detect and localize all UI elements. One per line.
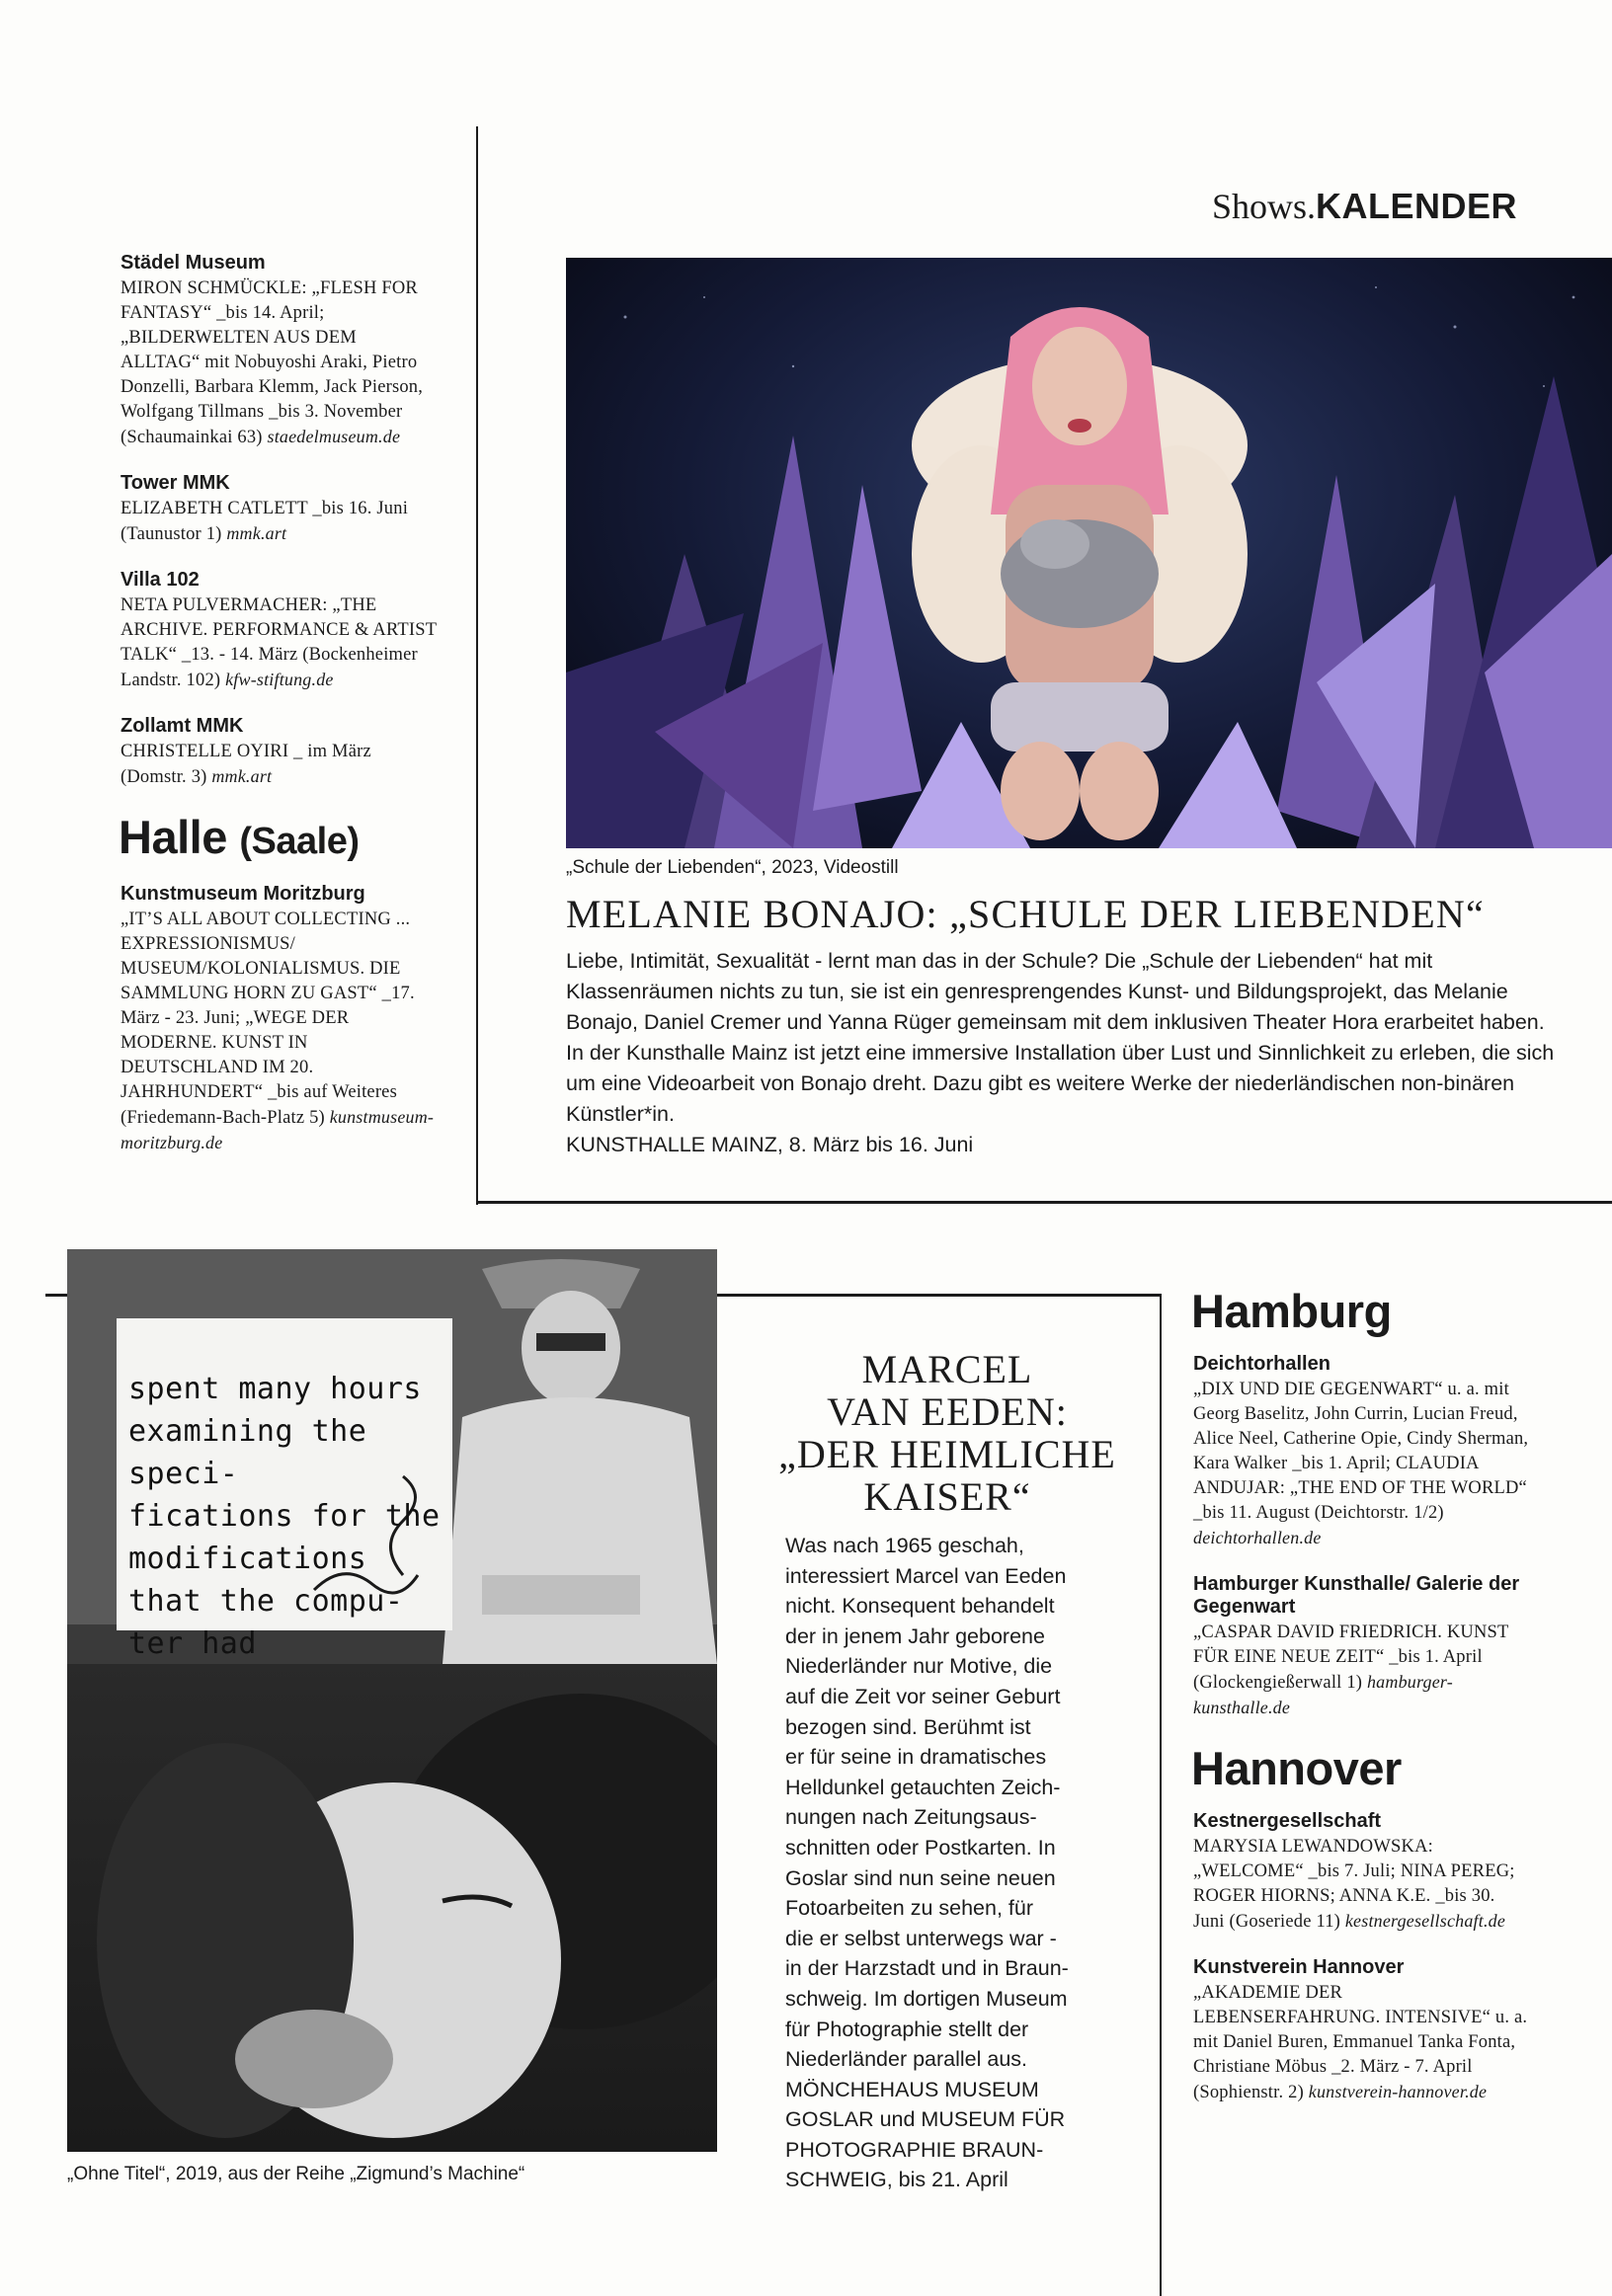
listing-entry xyxy=(121,252,437,450)
venue-name: Tower MMK xyxy=(121,472,230,494)
listing-info: „DIX UND DIE GEGENWART“ u. a. mit Georg Baselitz, John Currin, Lucian Freud, Alice Neel, Catherine Opie, Cindy Sherman, Kara Walker _bis 1. April; CLAUDIA ANDUJAR: „THE END OF THE WORLD“ _bis 11. August (Deichtorstr. 1/2) deichtorhallen.de xyxy=(1193,1380,1529,1547)
listing-entry xyxy=(1193,1956,1529,2105)
listing-entry xyxy=(121,472,437,547)
listing-info: MIRON SCHMÜCKLE: „FLESH FOR FANTASY“ _bis 14. April; „BILDERWELTEN AUS DEM ALLTAG“ mit Nobuyoshi Araki, Pietro Donzelli, Barbara Klemm, Jack Pierson, Wolfgang Tillmans _bis 3. November (Schaumainkai 63) staedelmuseum.de xyxy=(121,278,424,447)
feature-headline: MELANIE BONAJO: „SCHULE DER LIEBENDEN“ xyxy=(566,892,1485,936)
photo-zigmund xyxy=(67,1249,717,2152)
article-top-rule xyxy=(715,1294,1162,1297)
crystal-scene xyxy=(566,258,1612,848)
venue-name: Deichtorhallen xyxy=(1193,1353,1330,1375)
venue-url[interactable]: deichtorhallen.de xyxy=(1193,1528,1322,1547)
listing-info: MARYSIA LEWANDOWSKA: „WELCOME“ _bis 7. Juli; NINA PEREG; ROGER HIORNS; ANNA K.E. _bis 30. Juni (Goseriede 11) kestnergesellschaft.de xyxy=(1193,1837,1515,1932)
header-kalender: KALENDER xyxy=(1316,186,1518,226)
listing-info: CHRISTELLE OYIRI _ im März (Domstr. 3) mmk.art xyxy=(121,742,371,787)
photo2-caption: „Ohne Titel“, 2019, aus der Reihe „Zigmund’s Machine“ xyxy=(67,2164,525,2184)
venue-name: Kunstmuseum Moritzburg xyxy=(121,883,365,905)
venue-name: Zollamt MMK xyxy=(121,715,244,737)
header-shows: Shows. xyxy=(1212,187,1317,226)
note-card-text: spent many hours examining the speci- fications for the modifications that the compu- ter had xyxy=(128,1372,441,1661)
section-header xyxy=(1212,187,1517,226)
article-headline: MARCEL VAN EEDEN: „DER HEIMLICHE KAISER“ xyxy=(778,1347,1116,1519)
listing-entry xyxy=(121,715,437,790)
city-heading-hannover: Hannover xyxy=(1191,1742,1402,1794)
venue-url[interactable]: mmk.art xyxy=(226,523,287,543)
article-venue: MÖNCHEHAUS MUSEUM GOSLAR und MUSEUM FÜR PHOTOGRAPHIE BRAUN- SCHWEIG, bis 21. April xyxy=(785,2077,1066,2192)
venue-url[interactable]: kunstverein-hannover.de xyxy=(1308,2082,1488,2101)
listing-entry xyxy=(121,883,437,1156)
venue-name: Städel Museum xyxy=(121,252,266,274)
venue-name: Hamburger Kunsthalle/ Galerie der Gegenwart xyxy=(1193,1573,1520,1618)
city-heading-halle: Halle (Saale) xyxy=(119,811,360,863)
venue-name: Kunstverein Hannover xyxy=(1193,1956,1405,1978)
feature-body-text: Liebe, Intimität, Sexualität - lernt man das in der Schule? Die „Schule der Liebenden“ hat mit Klassenräumen nichts zu tun, sie ist ein genresprengendes Kunst- und Bildungsprojekt, das Melanie Bonajo, Daniel Cremer und Yanna Rüger gemeinsam mit dem inklusiven Theater Hora erarbeitet haben. In der Kunsthalle Mainz ist jetzt eine immersive Installation über Lust und Sinnlichkeit zu erleben, die sich um eine Videoarbeit von Bonajo dreht. Dazu gibt es weitere Werke der niederländischen non-binären Künstler*in. xyxy=(566,949,1555,1126)
feature-venue-line: KUNSTHALLE MAINZ, 8. März bis 16. Juni xyxy=(566,1133,974,1156)
right-listings xyxy=(1193,1282,1529,2127)
listing-info: „IT’S ALL ABOUT COLLECTING ... EXPRESSIONISMUS/ MUSEUM/KOLONIALISMUS. DIE SAMMLUNG HORN ZU GAST“ _17. März - 23. Juni; „WEGE DER MODERNE. KUNST IN DEUTSCHLAND IM 20. JAHRHUNDERT“ _bis auf Weiteres (Friedemann-Bach-Platz 5) kunstmuseum-moritzburg.de xyxy=(121,910,435,1152)
venue-url[interactable]: kunstmuseum-moritzburg.de xyxy=(121,1107,435,1152)
venue-url[interactable]: hamburger-kunsthalle.de xyxy=(1193,1672,1453,1717)
venue-url[interactable]: mmk.art xyxy=(211,766,273,786)
listing-entry xyxy=(1193,1353,1529,1551)
venue-url[interactable]: kestnergesellschaft.de xyxy=(1344,1911,1506,1931)
column-rule-top xyxy=(476,126,478,1205)
venue-name: Villa 102 xyxy=(121,569,200,591)
left-listings xyxy=(121,252,437,1178)
feature-body xyxy=(566,946,1564,1160)
venue-url[interactable]: staedelmuseum.de xyxy=(267,427,401,446)
listing-entry xyxy=(1193,1573,1529,1721)
feature-caption: „Schule der Liebenden“, 2023, Videostill xyxy=(566,857,899,878)
listing-entry xyxy=(121,569,437,693)
couple-figure xyxy=(97,1694,717,2138)
article-body: Was nach 1965 geschah, interessiert Marcel van Eeden nicht. Konsequent behandelt der in jenem Jahr geborene Niederländer nur Motive, die auf die Zeit vor seiner Geburt bezogen sind. Berühmt ist er für seine in dramatisches Helldunkel getauchten Zeich- nungen nach Zeitungsaus- schnitten oder Postkarten. In Goslar sind nun seine neuen Fotoarbeiten zu sehen, für die er selbst unterwegs war - in der Harzstadt und in Braun- schweig. Im dortigen Museum für Photographie stellt der Niederländer parallel aus. MÖNCHEHAUS MUSEUM GOSLAR und MUSEUM FÜR PHOTOGRAPHIE BRAUN- SCHWEIG, bis 21. April xyxy=(785,1531,1161,2195)
listing-info: NETA PULVERMACHER: „THE ARCHIVE. PERFORMANCE & ARTIST TALK“ _13. - 14. März (Bockenheimer Landstr. 102) kfw-stiftung.de xyxy=(121,595,437,690)
venue-name: Kestnergesellschaft xyxy=(1193,1810,1382,1832)
feature-photo xyxy=(566,258,1612,848)
listing-entry xyxy=(1193,1810,1529,1935)
venue-url[interactable]: kfw-stiftung.de xyxy=(225,670,334,689)
listing-info: „AKADEMIE DER LEBENSERFAHRUNG. INTENSIVE“ u. a. mit Daniel Buren, Emmanuel Tanka Fonta, Christiane Möbus _2. März - 7. April (Sophienstr. 2) kunstverein-hannover.de xyxy=(1193,1983,1528,2102)
listing-info: „CASPAR DAVID FRIEDRICH. KUNST FÜR EINE NEUE ZEIT“ _bis 1. April (Glockengießerwall 1) hamburger-kunsthalle.de xyxy=(1193,1623,1509,1717)
feature-bottom-rule xyxy=(476,1201,1612,1204)
listing-info: ELIZABETH CATLETT _bis 16. Juni (Taunustor 1) mmk.art xyxy=(121,499,409,544)
city-heading-hamburg: Hamburg xyxy=(1191,1285,1392,1337)
